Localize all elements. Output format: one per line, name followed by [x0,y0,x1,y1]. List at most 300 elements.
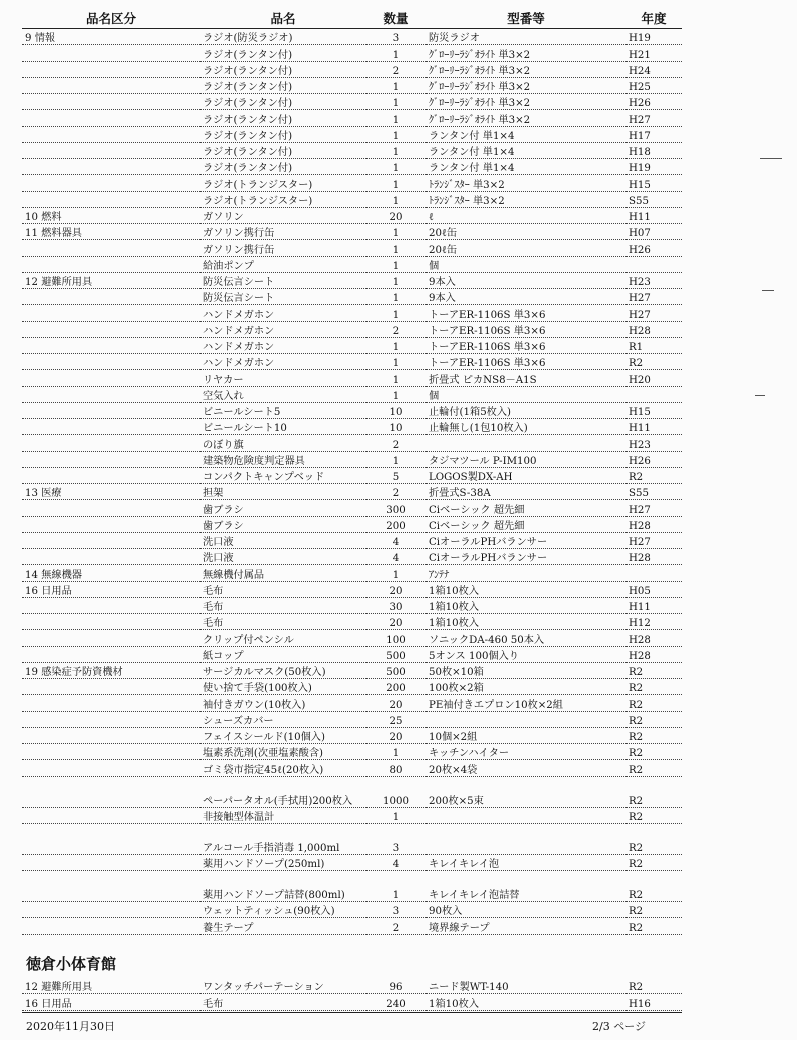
year-cell: H19 [626,159,682,175]
table-row [22,45,682,61]
quantity-cell: 30 [366,597,426,613]
year-cell: H11 [626,419,682,435]
quantity-cell: 1 [366,175,426,191]
quantity-cell: 240 [366,994,426,1010]
quantity-cell: 200 [366,679,426,695]
section-title: 徳倉小体育館 [26,955,117,973]
name-cell: ハンドメガホン [200,337,366,353]
year-cell [626,386,682,402]
quantity-cell: 10 [366,402,426,418]
quantity-cell: 3 [366,902,426,918]
model-cell: ｸﾞﾛｰﾘｰﾗｼﾞｵﾗｲﾄ 単3×2 [426,94,626,110]
table-row [22,207,682,223]
year-cell: H05 [626,581,682,597]
name-cell: ビニールシート10 [200,419,366,435]
year-cell: H26 [626,451,682,467]
model-cell: ﾄﾗﾝｼﾞｽﾀｰ 単3×2 [426,191,626,207]
model-cell: Ciベーシック 超先細 [426,500,626,516]
category-cell [22,695,200,711]
category-cell [22,776,200,807]
name-cell: 防災伝言シート [200,272,366,288]
category-cell [22,902,200,918]
model-cell: Ciベーシック 超先細 [426,516,626,532]
table-row [22,500,682,516]
table-row [22,532,682,548]
year-cell: H15 [626,402,682,418]
name-cell: 袖付きガウン(10枚入) [200,695,366,711]
name-cell: 空気入れ [200,386,366,402]
table-row [22,711,682,727]
quantity-cell: 1 [366,289,426,305]
category-cell: 16 日用品 [22,581,200,597]
model-cell: 10個×2組 [426,727,626,743]
category-cell [22,532,200,548]
year-cell: R2 [626,695,682,711]
name-cell: ゴミ袋市指定45ℓ(20枚入) [200,760,366,776]
model-cell: 200枚×5束 [426,776,626,807]
header-year: 年度 [626,8,682,29]
category-cell [22,516,200,532]
model-cell: ｸﾞﾛｰﾘｰﾗｼﾞｵﾗｲﾄ 単3×2 [426,110,626,126]
name-cell: ラジオ(ランタン付) [200,77,366,93]
quantity-cell: 1 [366,305,426,321]
category-cell [22,679,200,695]
year-cell: H11 [626,207,682,223]
quantity-cell: 1 [366,272,426,288]
name-cell: ウェットティッシュ(90枚入) [200,902,366,918]
table-row [22,370,682,386]
year-cell: H26 [626,94,682,110]
quantity-cell: 2 [366,918,426,934]
name-cell: 担架 [200,484,366,500]
category-cell [22,256,200,272]
category-cell: 12 避難所用具 [22,272,200,288]
category-cell: 10 燃料 [22,207,200,223]
model-cell: 折畳式S-38A [426,484,626,500]
year-cell: R2 [626,978,682,994]
year-cell: H24 [626,61,682,77]
name-cell: ラジオ(ランタン付) [200,61,366,77]
year-cell [626,565,682,581]
year-cell: R2 [626,854,682,870]
quantity-cell: 1 [366,256,426,272]
category-cell [22,918,200,934]
name-cell: リヤカー [200,370,366,386]
year-cell: R2 [626,744,682,760]
year-cell: R2 [626,871,682,902]
table-row [22,94,682,110]
name-cell: ラジオ(ランタン付) [200,94,366,110]
name-cell: 紙コップ [200,646,366,662]
scan-mark [760,158,782,159]
category-cell [22,823,200,854]
scan-mark [762,290,774,291]
name-cell: 毛布 [200,597,366,613]
page-number: 2/3 ページ [592,1020,646,1033]
quantity-cell: 20 [366,207,426,223]
table-row [22,419,682,435]
table-row [22,159,682,175]
category-cell [22,451,200,467]
model-cell: 100枚×2箱 [426,679,626,695]
model-cell: 20ℓ缶 [426,240,626,256]
model-cell: 1箱10枚入 [426,614,626,630]
model-cell: トーアER-1106S 単3×6 [426,305,626,321]
model-cell: キレイキレイ泡詰替 [426,871,626,902]
table-row [22,614,682,630]
table-row [22,289,682,305]
footer-date: 2020年11月30日 [26,1020,115,1033]
category-cell [22,240,200,256]
category-cell [22,386,200,402]
name-cell: ラジオ(ランタン付) [200,45,366,61]
quantity-cell: 100 [366,630,426,646]
name-cell: 建築物危険度判定器具 [200,451,366,467]
category-cell [22,807,200,823]
category-cell: 13 医療 [22,484,200,500]
year-cell: H25 [626,77,682,93]
name-cell: 毛布 [200,994,366,1010]
year-cell: R2 [626,807,682,823]
table-row [22,337,682,353]
category-cell [22,45,200,61]
table-row [22,484,682,500]
table-row [22,854,682,870]
quantity-cell: 1 [366,126,426,142]
table-row [22,549,682,565]
year-cell: R1 [626,337,682,353]
category-cell [22,727,200,743]
table-row [22,175,682,191]
model-cell: ソニックDA-460 50本入 [426,630,626,646]
name-cell: 薬用ハンドソープ(250ml) [200,854,366,870]
year-cell: H23 [626,272,682,288]
year-cell: R2 [626,711,682,727]
table-row [22,760,682,776]
year-cell: H07 [626,224,682,240]
name-cell: ワンタッチパーテーション [200,978,366,994]
model-cell: ランタン付 単1×4 [426,126,626,142]
model-cell: 20ℓ缶 [426,224,626,240]
year-cell: H28 [626,516,682,532]
table-row [22,354,682,370]
table-row [22,679,682,695]
quantity-cell: 500 [366,646,426,662]
header-model: 型番等 [426,8,626,29]
name-cell: ハンドメガホン [200,354,366,370]
name-cell: 洗口液 [200,532,366,548]
year-cell: H19 [626,29,682,45]
year-cell: H15 [626,175,682,191]
year-cell: R2 [626,467,682,483]
category-cell: 14 無線機器 [22,565,200,581]
model-cell: キレイキレイ泡 [426,854,626,870]
table-row [22,776,682,807]
table-row [22,565,682,581]
year-cell: H11 [626,597,682,613]
model-cell: ニード製WT-140 [426,978,626,994]
category-cell [22,110,200,126]
name-cell: ラジオ(トランジスター) [200,175,366,191]
model-cell: ｸﾞﾛｰﾘｰﾗｼﾞｵﾗｲﾄ 単3×2 [426,45,626,61]
year-cell: R2 [626,662,682,678]
model-cell: 1箱10枚入 [426,597,626,613]
category-cell [22,419,200,435]
table-row [22,918,682,934]
year-cell: H27 [626,532,682,548]
name-cell: 歯ブラシ [200,500,366,516]
table-row [22,256,682,272]
table-row [22,807,682,823]
table-row [22,126,682,142]
model-cell: 9本入 [426,272,626,288]
category-cell [22,630,200,646]
year-cell: H16 [626,994,682,1010]
quantity-cell: 1 [366,110,426,126]
model-cell: 境界線テープ [426,918,626,934]
name-cell: 無線機付属品 [200,565,366,581]
category-cell [22,305,200,321]
year-cell: R2 [626,727,682,743]
year-cell: R2 [626,354,682,370]
category-cell [22,321,200,337]
name-cell: ラジオ(防災ラジオ) [200,29,366,45]
name-cell: 非接触型体温計 [200,807,366,823]
table-row [22,191,682,207]
model-cell [426,711,626,727]
model-cell: トーアER-1106S 単3×6 [426,354,626,370]
table-row [22,467,682,483]
model-cell: CiオーラルPHバランサー [426,532,626,548]
year-cell: R2 [626,902,682,918]
table-row [22,581,682,597]
name-cell: コンパクトキャンプベッド [200,467,366,483]
table-row [22,902,682,918]
quantity-cell: 1 [366,159,426,175]
table-row [22,29,682,45]
table-row [22,224,682,240]
quantity-cell: 10 [366,419,426,435]
year-cell: H23 [626,435,682,451]
table-row [22,662,682,678]
year-cell: H21 [626,45,682,61]
table-row [22,630,682,646]
quantity-cell: 1 [366,744,426,760]
model-cell: ｸﾞﾛｰﾘｰﾗｼﾞｵﾗｲﾄ 単3×2 [426,61,626,77]
model-cell: ﾄﾗﾝｼﾞｽﾀｰ 単3×2 [426,175,626,191]
table-header-row [22,8,682,29]
category-cell [22,614,200,630]
year-cell: H28 [626,321,682,337]
name-cell: 養生テープ [200,918,366,934]
model-cell [426,435,626,451]
year-cell: H27 [626,500,682,516]
quantity-cell: 1 [366,565,426,581]
quantity-cell: 200 [366,516,426,532]
model-cell: 止輪付(1箱5枚入) [426,402,626,418]
table-row [22,321,682,337]
table-row [22,305,682,321]
table-row [22,61,682,77]
quantity-cell: 300 [366,500,426,516]
quantity-cell: 5 [366,467,426,483]
category-cell [22,94,200,110]
name-cell: ガソリン携行缶 [200,240,366,256]
table-row [22,386,682,402]
quantity-cell: 4 [366,549,426,565]
year-cell: H18 [626,142,682,158]
model-cell: 折畳式 ピカNS8－A1S [426,370,626,386]
name-cell: 毛布 [200,614,366,630]
name-cell: ラジオ(ランタン付) [200,159,366,175]
name-cell: 防災伝言シート [200,289,366,305]
quantity-cell: 20 [366,695,426,711]
quantity-cell: 1 [366,142,426,158]
quantity-cell: 1 [366,94,426,110]
category-cell: 11 燃料器具 [22,224,200,240]
year-cell: H27 [626,110,682,126]
category-cell [22,711,200,727]
table-row [22,744,682,760]
table-row [22,695,682,711]
name-cell: シューズカバー [200,711,366,727]
table-row [22,77,682,93]
model-cell: LOGOS製DX-AH [426,467,626,483]
model-cell: 個 [426,386,626,402]
category-cell [22,337,200,353]
model-cell: トーアER-1106S 単3×6 [426,337,626,353]
table-body [22,29,682,935]
footer-divider [22,1012,682,1013]
category-cell [22,191,200,207]
name-cell: 毛布 [200,581,366,597]
quantity-cell: 1 [366,77,426,93]
name-cell: 給油ポンプ [200,256,366,272]
category-cell: 12 避難所用具 [22,978,200,994]
quantity-cell: 2 [366,321,426,337]
table-row [22,110,682,126]
year-cell: S55 [626,191,682,207]
category-cell [22,61,200,77]
quantity-cell: 96 [366,978,426,994]
quantity-cell: 3 [366,29,426,45]
name-cell: ハンドメガホン [200,321,366,337]
model-cell: 止輪無し(1包10枚入) [426,419,626,435]
category-cell [22,467,200,483]
name-cell: 洗口液 [200,549,366,565]
table-row [22,727,682,743]
table-row [22,978,682,994]
table-row [22,142,682,158]
category-cell [22,354,200,370]
year-cell: H12 [626,614,682,630]
category-cell [22,402,200,418]
quantity-cell: 4 [366,854,426,870]
gym-inventory-table [22,978,682,1011]
header-qty: 数量 [366,8,426,29]
category-cell [22,175,200,191]
quantity-cell: 80 [366,760,426,776]
quantity-cell: 20 [366,727,426,743]
table-row [22,435,682,451]
model-cell: 1箱10枚入 [426,994,626,1010]
quantity-cell: 1000 [366,776,426,807]
model-cell [426,807,626,823]
category-cell: 19 感染症予防資機材 [22,662,200,678]
category-cell [22,370,200,386]
year-cell: S55 [626,484,682,500]
name-cell: 使い捨て手袋(100枚入) [200,679,366,695]
year-cell: R2 [626,776,682,807]
quantity-cell: 25 [366,711,426,727]
table-row [22,451,682,467]
model-cell [426,823,626,854]
year-cell: H17 [626,126,682,142]
quantity-cell: 1 [366,337,426,353]
category-cell [22,126,200,142]
quantity-cell: 500 [366,662,426,678]
table-row [22,402,682,418]
category-cell [22,159,200,175]
quantity-cell: 1 [366,386,426,402]
category-cell [22,77,200,93]
model-cell: 1箱10枚入 [426,581,626,597]
quantity-cell: 20 [366,581,426,597]
model-cell: トーアER-1106S 単3×6 [426,321,626,337]
name-cell: ペーパータオル(手拭用)200枚入 [200,776,366,807]
model-cell: ランタン付 単1×4 [426,159,626,175]
name-cell: ラジオ(ランタン付) [200,110,366,126]
model-cell: 90枚入 [426,902,626,918]
table-row [22,871,682,902]
category-cell [22,646,200,662]
category-cell [22,549,200,565]
quantity-cell: 1 [366,224,426,240]
name-cell: 塩素系洗剤(次亜塩素酸含) [200,744,366,760]
header-name: 品名 [200,8,366,29]
model-cell: 50枚×10箱 [426,662,626,678]
quantity-cell: 2 [366,61,426,77]
scan-mark [755,395,765,396]
year-cell: H28 [626,549,682,565]
year-cell: H28 [626,630,682,646]
model-cell: ｱﾝﾃﾅ [426,565,626,581]
table-row [22,272,682,288]
header-category: 品名区分 [22,8,200,29]
model-cell: 9本入 [426,289,626,305]
year-cell: H27 [626,305,682,321]
table-row [22,240,682,256]
year-cell: R2 [626,918,682,934]
quantity-cell: 3 [366,823,426,854]
model-cell: ｸﾞﾛｰﾘｰﾗｼﾞｵﾗｲﾄ 単3×2 [426,77,626,93]
category-cell: 16 日用品 [22,994,200,1010]
table-row [22,646,682,662]
year-cell: H28 [626,646,682,662]
year-cell: H26 [626,240,682,256]
model-cell: 個 [426,256,626,272]
year-cell: H20 [626,370,682,386]
quantity-cell: 1 [366,240,426,256]
quantity-cell: 1 [366,354,426,370]
year-cell: R2 [626,679,682,695]
name-cell: 薬用ハンドソープ詰替(800ml) [200,871,366,902]
model-cell: キッチンハイター [426,744,626,760]
model-cell: 防災ラジオ [426,29,626,45]
quantity-cell: 1 [366,871,426,902]
quantity-cell: 1 [366,451,426,467]
table-row [22,597,682,613]
